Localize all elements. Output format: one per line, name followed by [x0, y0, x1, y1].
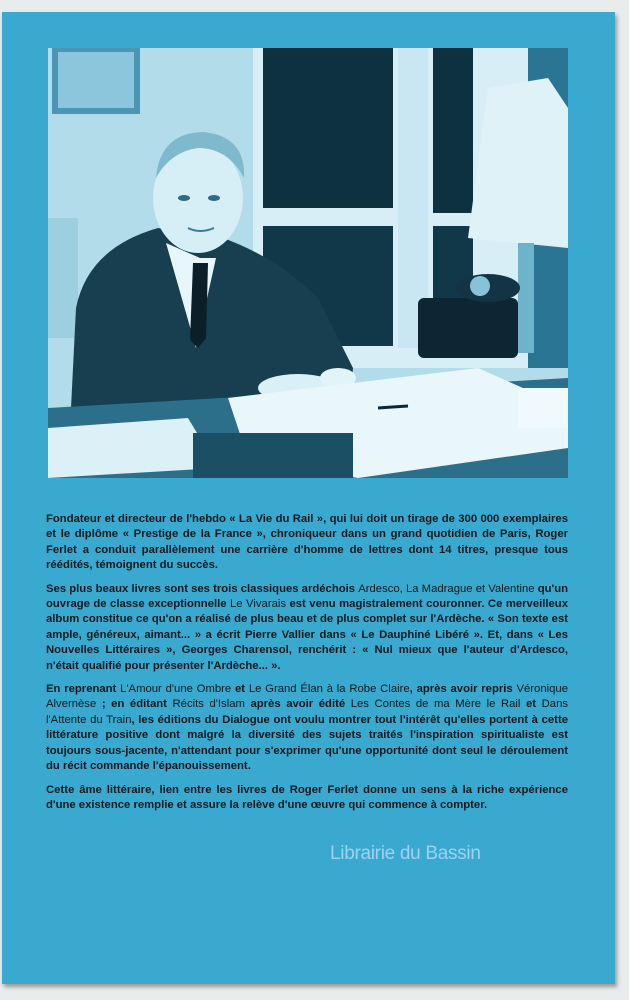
- paragraph-3: [46, 682, 568, 774]
- book-title-recits-islam: Récits d'Islam: [172, 698, 245, 711]
- paragraph-3-part-9: après avoir édité: [244, 698, 351, 711]
- book-title-attente-train: Dans l'Attente du Train: [46, 698, 568, 726]
- back-cover-text: [46, 512, 568, 821]
- paragraph-2-part-3: qu'un ouvrage de classe exceptionnelle: [46, 582, 568, 611]
- book-title-amour-ombre: L'Amour d'une Ombre: [120, 683, 232, 696]
- paragraph-3-part-3: et: [231, 683, 249, 696]
- paragraph-1: [46, 512, 568, 574]
- bookseller-watermark: Librairie du Bassin: [330, 843, 481, 864]
- paragraph-3-part-11: et: [520, 698, 542, 711]
- paragraph-3-part-1: En reprenant: [46, 683, 121, 696]
- paragraph-2-part-5: est venu magistralement couronner. Ce merveilleux album constitue ce qu'on a réalisé de plus beau et de plus complet sur l'Ardèche. « Son texte est ample, généreux, aimant... » a écrit Pierre Vallier dans « Le Dauphiné Libéré ». Et, dans « Les Nouvelles Littéraires », Georges Charensol, renchérit : « Nul mieux que l'auteur d'Ardesco, n'était qualifié pour présenter l'Ardèche... ».: [46, 598, 568, 672]
- book-title-contes: Les Contes de ma Mère le Rail: [350, 698, 521, 711]
- paragraph-2-part-1: Ses plus beaux livres sont ses trois classiques ardéchois: [46, 582, 359, 595]
- paragraph-3-part-13: , les éditions du Dialogue ont voulu montrer tout l'intérêt qu'elles portent à cette littérature positive dont malgré la diversité des sujets traités l'inspiration spiritualiste est toujours sous-jacente, n'attendant pour s'exprimer qu'une opportunité dont seul le déroulement du récit commande l'épanouissement.: [46, 713, 568, 773]
- paragraph-4-text: Cette âme littéraire, lien entre les livres de Roger Ferlet donne un sens à la riche expérience d'une existence remplie et assure la relève d'une œuvre qui commence à compter.: [46, 783, 568, 811]
- book-title-ardesco: Ardesco, La Madrague et Valentine: [358, 582, 535, 595]
- paragraph-3-part-5: , après avoir repris: [409, 683, 517, 696]
- book-back-cover: [2, 12, 615, 984]
- author-photo-illustration: [48, 48, 568, 478]
- paragraph-3-part-7: ; en éditant: [96, 698, 173, 711]
- book-title-le-vivarais: Le Vivarais: [230, 598, 287, 611]
- paragraph-2: [46, 582, 568, 674]
- paragraph-1-text: Fondateur et directeur de l'hebdo « La Vie du Rail », qui lui doit un tirage de 300 000 exemplaires et le diplôme « Prestige de la France », chroniqueur dans un grand quotidien de Paris, Roger Ferlet a conduit parallèlement une carrière d'homme de lettres dont 14 titres, presque tous réédités, témoignent du succès.: [46, 513, 568, 572]
- book-title-veronique: Véronique Alvernèse: [46, 683, 568, 711]
- book-title-grand-elan: Le Grand Élan à la Robe Claire: [248, 683, 410, 696]
- author-photo: [48, 48, 568, 478]
- paragraph-4: [46, 783, 568, 814]
